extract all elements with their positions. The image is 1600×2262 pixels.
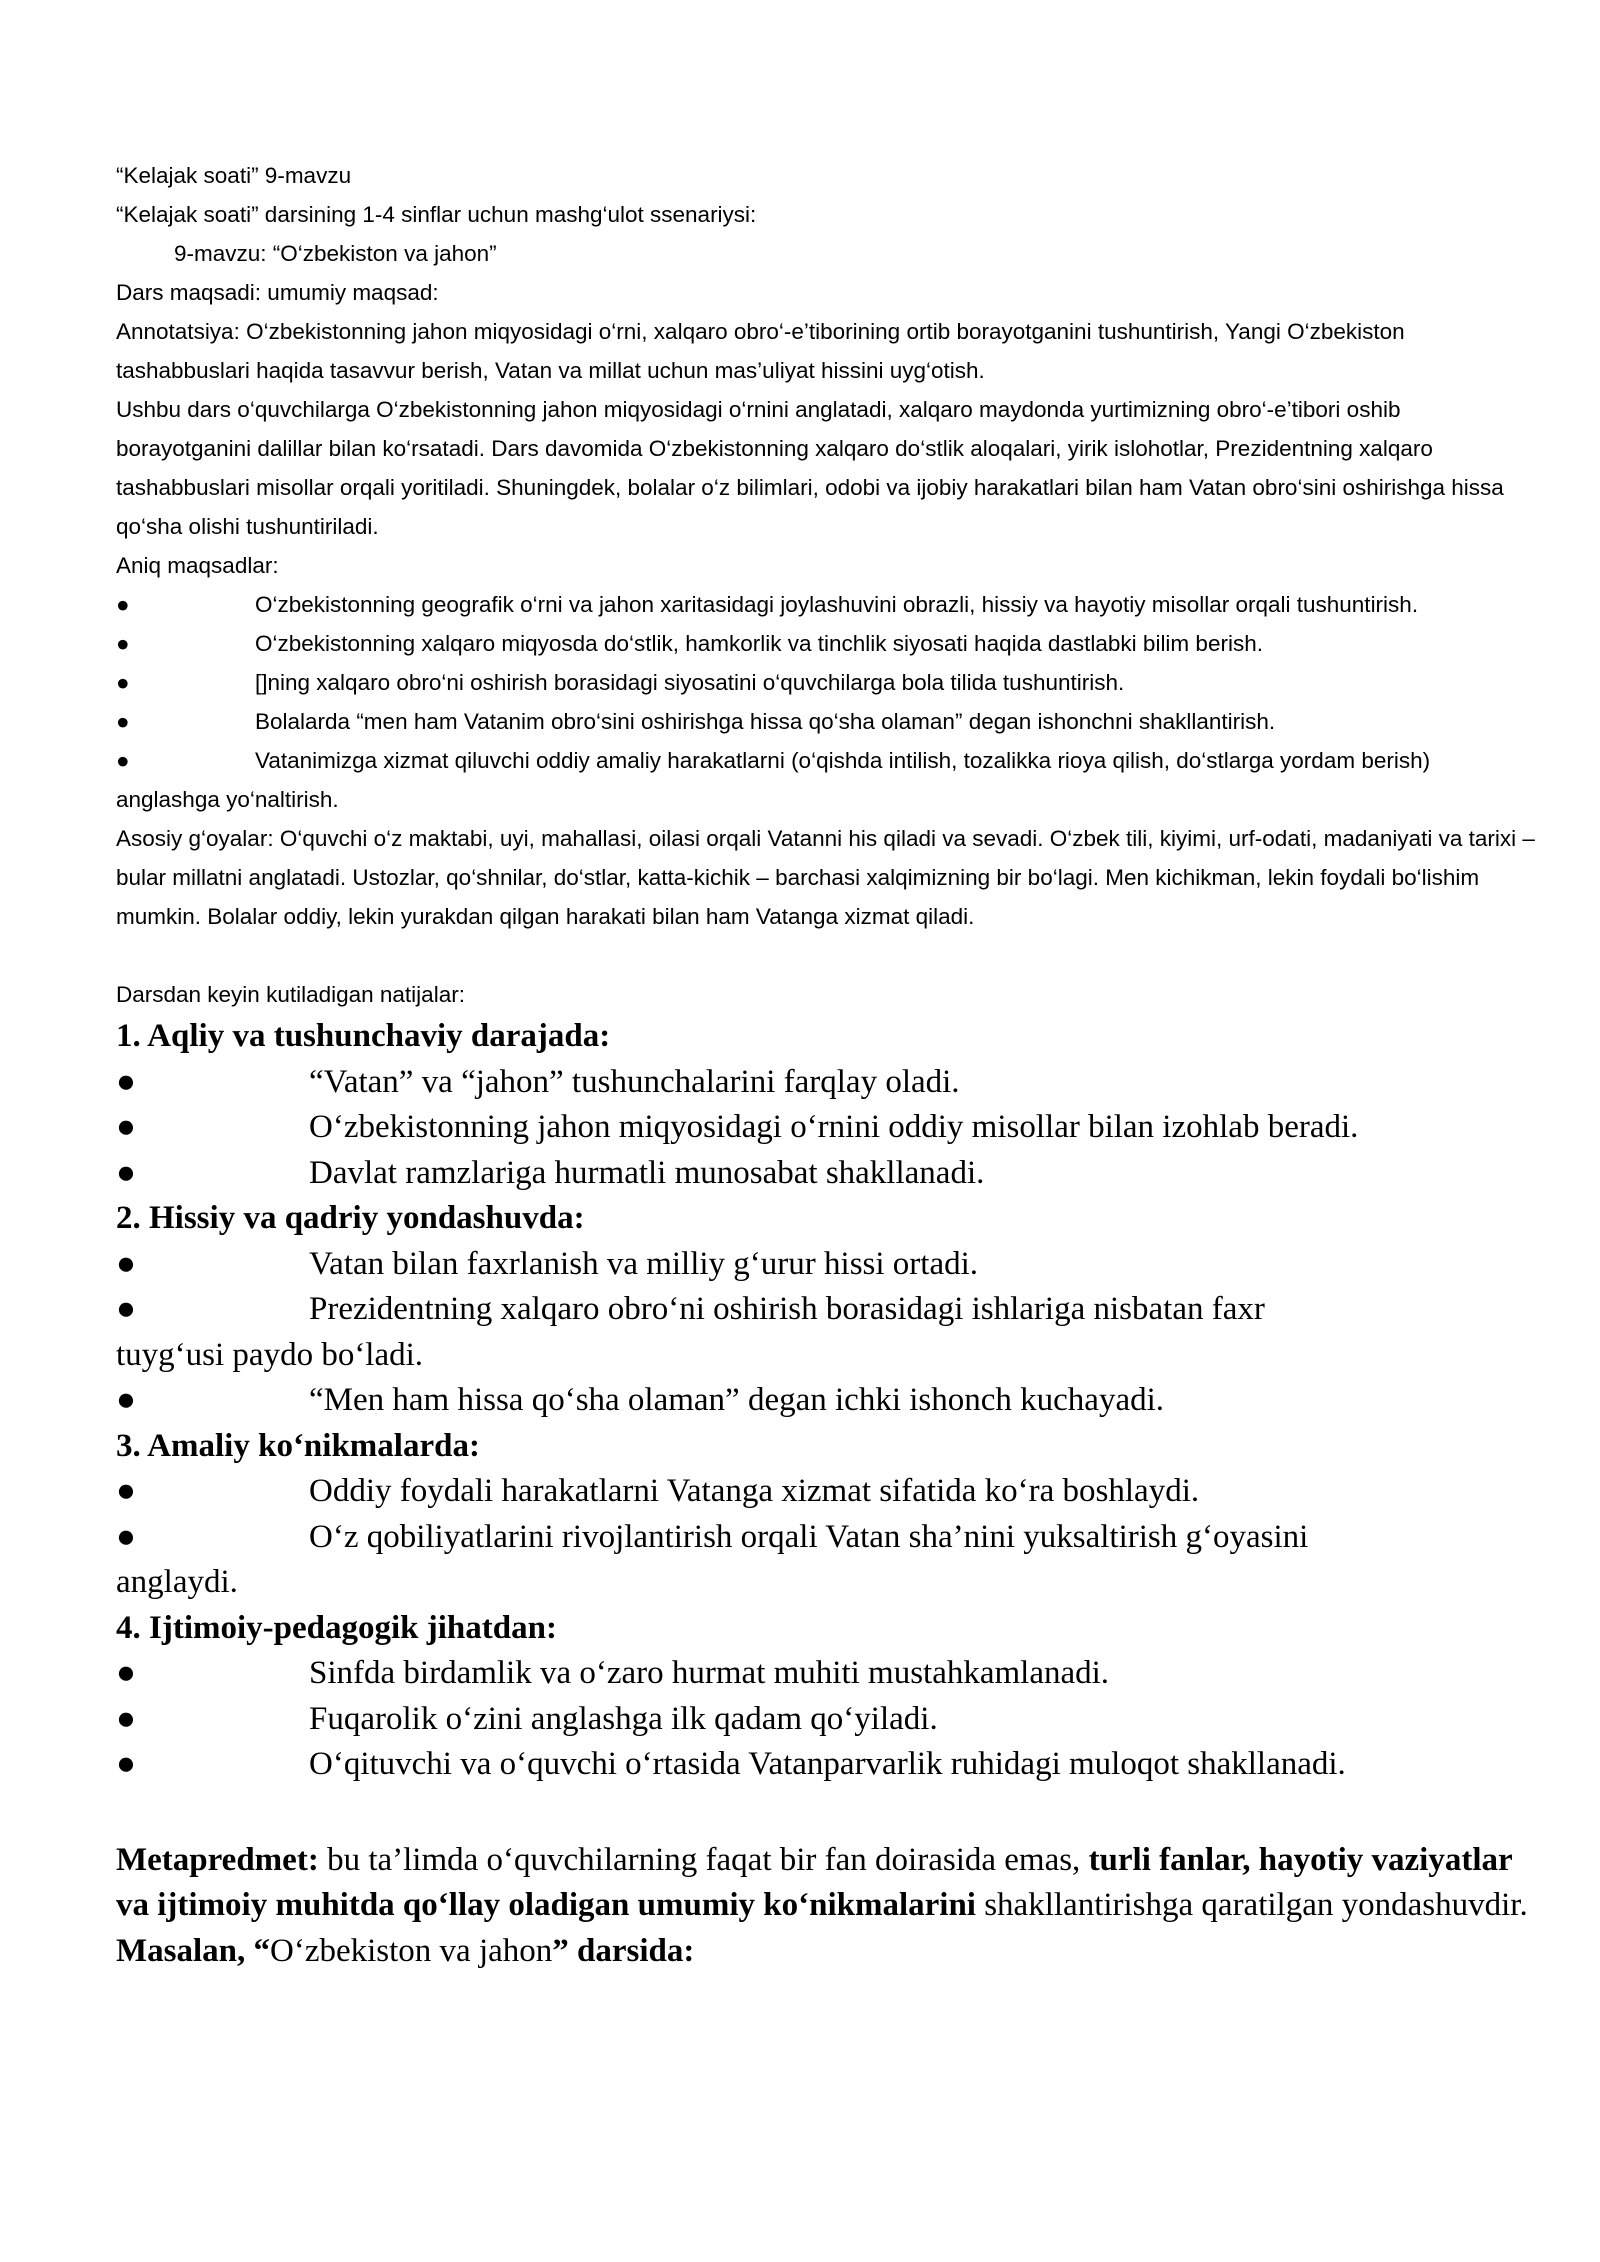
result-item <box>116 1515 1536 1561</box>
result-text: Davlat ramzlariga hurmatli munosabat shakllanadi. <box>309 1154 985 1191</box>
bullet-icon: ● <box>116 670 130 695</box>
goal-item <box>116 624 1536 663</box>
result-item <box>116 1697 1536 1743</box>
goal-item <box>116 663 1536 702</box>
scenario-title: “Kelajak soati” darsining 1-4 sinflar uchun mashg‘ulot ssenariysi: <box>116 202 757 227</box>
goal-item <box>116 585 1536 624</box>
result-text: Vatan bilan faxrlanish va milliy g‘urur hissi ortadi. <box>309 1245 979 1282</box>
example-line <box>116 1929 1536 1975</box>
metapredmet-text: bu ta’limda o‘quvchilarning faqat bir fan doirasida emas, <box>318 1841 1089 1878</box>
result-item <box>116 1651 1536 1697</box>
bullet-icon: ● <box>116 709 130 734</box>
section-title-text: 1. Aqliy va tushunchaviy darajada: <box>116 1018 611 1054</box>
bullet-icon: ● <box>116 1746 136 1782</box>
bullet-icon: ● <box>116 1154 136 1191</box>
bullet-icon: ● <box>116 1245 136 1282</box>
serif-section <box>116 1014 1536 1974</box>
result-continuation: anglaydi. <box>116 1564 238 1600</box>
goal-text: O‘zbekistonning xalqaro miqyosda do‘stlik, hamkorlik va tinchlik siyosati haqida dastlabki bilim berish. <box>255 631 1263 656</box>
intro-paragraph: Ushbu dars o‘quvchilarga O‘zbekistonning jahon miqyosidagi o‘rnini anglatadi, xalqaro maydonda yurtimizning obro‘-e’tibori oshib borayotganini dalillar bilan ko‘rsatadi. Dars davomida O‘zbekistonning xalqaro do‘stlik aloqalari, yirik islohotlar, Prezidentning xalqaro tashabbuslari misollar orqali yoritiladi. Shuningdek, bolalar o‘z bilimlari, odobi va ijobiy harakatlari bilan ham Vatan obro‘sini oshirishga hissa qo‘sha olishi tushuntiriladi. <box>116 397 1504 539</box>
metapredmet-text-end: shakllantirishga qaratilgan yondashuvdir. <box>975 1887 1528 1923</box>
section-title-text: 4. Ijtimoiy-pedagogik jihatdan: <box>116 1609 557 1646</box>
result-text: Prezidentning xalqaro obro‘ni oshirish borasidagi ishlariga nisbatan faxr <box>309 1291 1265 1327</box>
result-text: “Vatan” va “jahon” tushunchalarini farqlay oladi. <box>309 1063 960 1100</box>
annotation-paragraph: Annotatsiya: O‘zbekistonning jahon miqyosidagi o‘rni, xalqaro obro‘-e’tiborining ortib borayotganini tushuntirish, Yangi O‘zbekiston tashabbuslari haqida tasavvur berish, Vatan va millat uchun mas’uliyat hissini uyg‘otish. <box>116 319 1405 383</box>
example-tail: ” darsida: <box>552 1932 695 1969</box>
result-item <box>116 1287 1536 1333</box>
goal-text: []ning xalqaro obro‘ni oshirish borasidagi siyosatini o‘quvchilarga bola tilida tushuntirish. <box>255 670 1125 695</box>
bullet-icon: ● <box>116 1382 136 1418</box>
bullet-icon: ● <box>116 748 130 773</box>
bullet-icon: ● <box>116 1291 136 1327</box>
section-title <box>116 1424 1536 1470</box>
bullet-icon: ● <box>116 1700 136 1737</box>
goal-text: Vatanimizga xizmat qiluvchi oddiy amaliy harakatlarni (o‘qishda intilish, tozalikka rioya qilish, do‘stlarga yordam berish) anglashga yo‘naltirish. <box>116 748 1431 812</box>
goal-item <box>116 702 1536 741</box>
bullet-icon: ● <box>116 1063 136 1100</box>
result-text: Oddiy foydali harakatlarni Vatanga xizmat sifatida ko‘ra boshlaydi. <box>309 1473 1200 1509</box>
result-text: Fuqarolik o‘zini anglashga ilk qadam qo‘yiladi. <box>309 1700 938 1737</box>
topic-heading: “Kelajak soati” 9-mavzu <box>116 163 352 188</box>
result-text: Sinfda birdamlik va o‘zaro hurmat muhiti mustahkamlanadi. <box>309 1655 1110 1691</box>
main-ideas-paragraph: Asosiy g‘oyalar: O‘quvchi o‘z maktabi, uyi, mahallasi, oilasi orqali Vatanni his qiladi va sevadi. O‘zbek tili, kiyimi, urf-odati, madaniyati va tarixi – bular millatni anglatadi. Ustozlar, qo‘shnilar, do‘stlar, katta-kichik – barchasi xalqimizning bir bo‘lagi. Men kichikman, lekin foydali bo‘lishim mumkin. Bolalar oddiy, lekin yurakdan qilgan harakati bilan ham Vatanga xizmat qiladi. <box>116 826 1535 929</box>
result-item <box>116 1151 1536 1197</box>
section-title <box>116 1196 1536 1242</box>
goal-text: O‘zbekistonning geografik o‘rni va jahon xaritasidagi joylashuvini obrazli, hissiy va hayotiy misollar orqali tushuntirish. <box>255 592 1419 617</box>
result-text: O‘zbekistonning jahon miqyosidagi o‘rnini oddiy misollar bilan izohlab beradi. <box>309 1109 1359 1145</box>
bullet-icon: ● <box>116 631 130 656</box>
goals-title: Aniq maqsadlar: <box>116 553 279 578</box>
spacer <box>116 1788 1536 1838</box>
section-title-text: 2. Hissiy va qadriy yondashuvda: <box>116 1200 585 1236</box>
bullet-icon: ● <box>116 1518 136 1555</box>
result-item <box>116 1060 1536 1106</box>
bullet-icon: ● <box>116 1655 136 1691</box>
result-item <box>116 1378 1536 1424</box>
goal-item <box>116 741 1536 819</box>
result-text: O‘qituvchi va o‘quvchi o‘rtasida Vatanparvarlik ruhidagi muloqot shakllanadi. <box>309 1746 1346 1782</box>
result-item <box>116 1469 1536 1515</box>
document-body <box>116 156 1536 1974</box>
metapredmet-label: Metapredmet: <box>116 1841 319 1878</box>
section-title-text: 3. Amaliy ko‘nikmalarda: <box>116 1427 480 1464</box>
example-lead: Masalan, “ <box>116 1932 271 1969</box>
lesson-goal-label: Dars maqsadi: umumiy maqsad: <box>116 280 439 305</box>
bullet-icon: ● <box>116 1109 136 1145</box>
result-text: O‘z qobiliyatlarini rivojlantirish orqali Vatan sha’nini yuksaltirish g‘oyasini <box>309 1518 1309 1555</box>
bullet-icon: ● <box>116 1473 136 1509</box>
result-item <box>116 1242 1536 1288</box>
result-item <box>116 1742 1536 1788</box>
result-text: “Men ham hissa qo‘sha olaman” degan ichki ishonch kuchayadi. <box>309 1382 1165 1418</box>
bullet-icon: ● <box>116 592 130 617</box>
section-title <box>116 1606 1536 1652</box>
metapredmet-bold: turli fanlar, hayotiy vaziyatlar va ijtimoiy muhitda qo‘llay oladigan umumiy ko‘nikmalarini <box>116 1841 1513 1923</box>
sans-section <box>116 156 1536 1014</box>
goal-text: Bolalarda “men ham Vatanim obro‘sini oshirishga hissa qo‘sha olaman” degan ishonchni shakllantirish. <box>255 709 1276 734</box>
spacer <box>116 936 1536 975</box>
example-topic: O‘zbekiston va jahon <box>270 1932 553 1969</box>
metapredmet-paragraph <box>116 1838 1536 1929</box>
section-title <box>116 1014 1536 1060</box>
result-continuation: tuyg‘usi paydo bo‘ladi. <box>116 1336 424 1373</box>
result-item <box>116 1105 1536 1151</box>
results-title: Darsdan keyin kutiladigan natijalar: <box>116 982 465 1007</box>
topic-title: 9-mavzu: “O‘zbekiston va jahon” <box>174 241 497 266</box>
